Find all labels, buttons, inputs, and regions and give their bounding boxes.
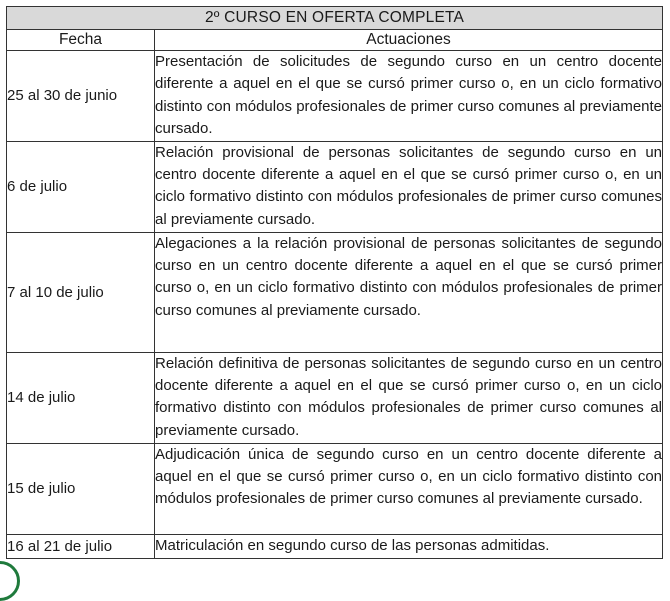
row-action: Alegaciones a la relación provisional de personas solicitantes de segundo curso en un centro docente diferente a aquel en el que se cursó primer curso o, en un ciclo formativo distinto con módulos profesionales de primer curso comunes al previamente cursado.	[155, 232, 663, 352]
table-row	[7, 443, 663, 534]
document-page	[6, 6, 662, 559]
decorative-corner-arc	[0, 561, 20, 601]
schedule-table	[6, 6, 663, 559]
table-title: 2º CURSO EN OFERTA COMPLETA	[7, 7, 663, 30]
table-header-row	[7, 30, 663, 51]
row-date: 16 al 21 de julio	[7, 534, 155, 558]
row-action: Adjudicación única de segundo curso en un centro docente diferente a aquel en el que se cursó primer curso o, en un ciclo formativo distinto con módulos profesionales de primer curso comunes al previamente cursado.	[155, 443, 663, 534]
table-row	[7, 141, 663, 232]
row-date: 25 al 30 de junio	[7, 51, 155, 142]
row-date: 6 de julio	[7, 141, 155, 232]
row-action: Matriculación en segundo curso de las personas admitidas.	[155, 534, 663, 558]
row-date: 14 de julio	[7, 352, 155, 443]
table-row	[7, 352, 663, 443]
table-row	[7, 51, 663, 142]
table-row	[7, 534, 663, 558]
row-action: Presentación de solicitudes de segundo curso en un centro docente diferente a aquel en el que se cursó primer curso o, en un ciclo formativo distinto con módulos profesionales de primer curso comunes al previamente cursado.	[155, 51, 663, 142]
row-date: 7 al 10 de julio	[7, 232, 155, 352]
table-title-row	[7, 7, 663, 30]
column-header-fecha: Fecha	[7, 30, 155, 51]
table-row	[7, 232, 663, 352]
column-header-actuaciones: Actuaciones	[155, 30, 663, 51]
row-action: Relación definitiva de personas solicitantes de segundo curso en un centro docente diferente a aquel en el que se cursó primer curso o, en un ciclo formativo distinto con módulos profesionales de primer curso comunes al previamente cursado.	[155, 352, 663, 443]
row-date: 15 de julio	[7, 443, 155, 534]
row-action: Relación provisional de personas solicitantes de segundo curso en un centro docente diferente a aquel en el que se cursó primer curso o, en un ciclo formativo distinto con módulos profesionales de primer curso comunes al previamente cursado.	[155, 141, 663, 232]
